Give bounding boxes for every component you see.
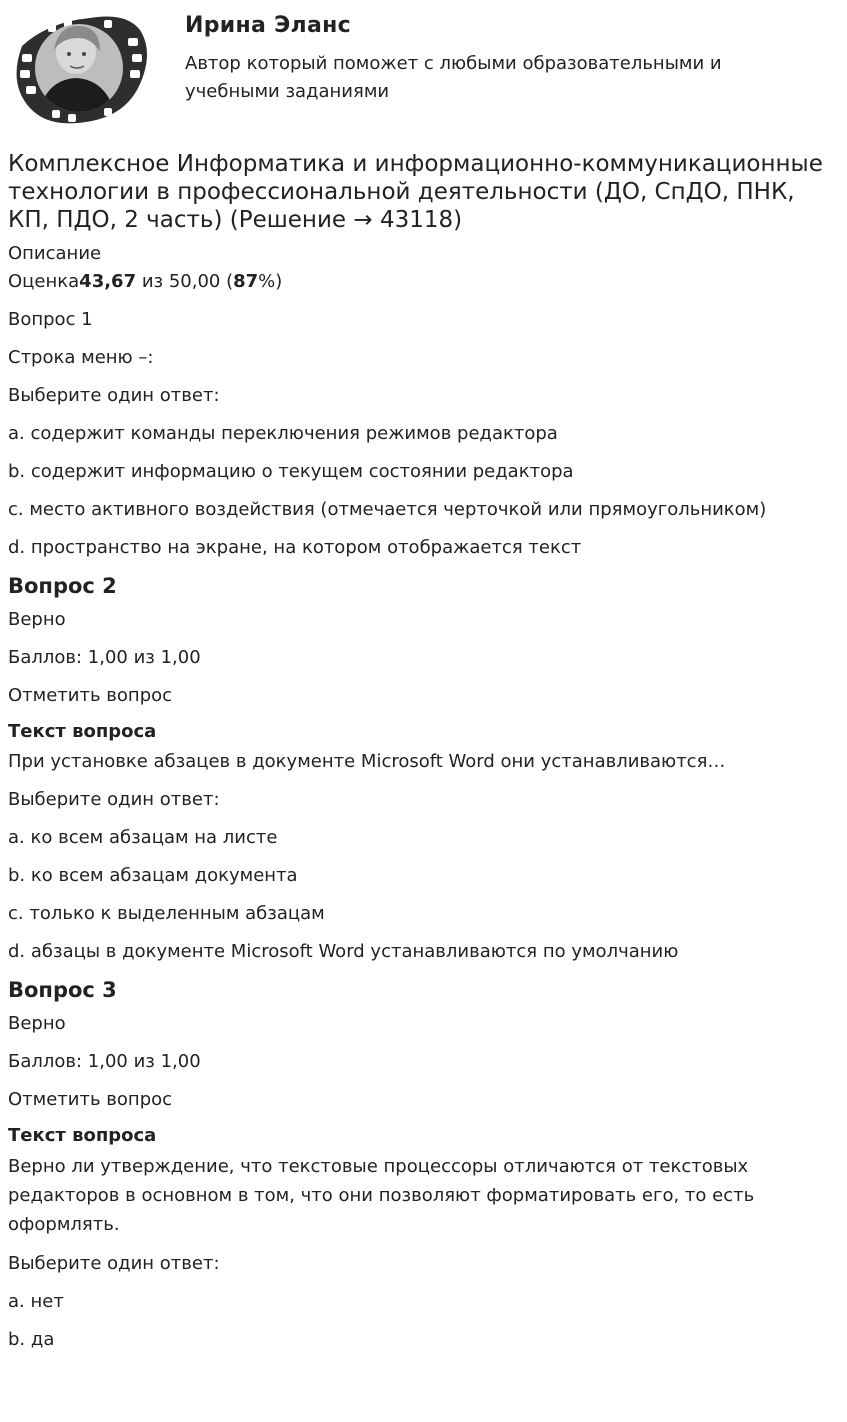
question-score: Баллов: 1,00 из 1,00 (8, 1051, 201, 1072)
author-avatar (8, 8, 150, 128)
answer-option: c. место активного воздействия (отмечается черточкой или прямоугольником) (8, 499, 767, 520)
question-heading: Вопрос 1 (8, 309, 93, 330)
question-status: Верно (8, 1013, 66, 1034)
question-status: Верно (8, 609, 66, 630)
question-text: Верно ли утверждение, что текстовые процессоры отличаются от текстовых редакторов в основном в том, что они позволяют форматировать его, то есть оформлять. (8, 1156, 755, 1235)
grade-label: Оценка (8, 271, 80, 292)
question-3 (8, 976, 838, 1354)
question-text-label: Текст вопроса (8, 721, 157, 742)
author-description: Автор который поможет с любыми образовательными и учебными заданиями (185, 53, 722, 102)
answer-option: a. ко всем абзацам на листе (8, 827, 278, 848)
answer-prompt: Выберите один ответ: (8, 385, 220, 406)
answer-prompt: Выберите один ответ: (8, 789, 220, 810)
question-heading: Вопрос 3 (8, 978, 117, 1002)
answer-option: d. абзацы в документе Microsoft Word устанавливаются по умолчанию (8, 941, 679, 962)
question-text: При установке абзацев в документе Microsoft Word они устанавливаются… (8, 751, 726, 772)
grade-value: 43,67 (79, 271, 137, 292)
grade-percent: 87 (233, 271, 259, 292)
answer-option: c. только к выделенным абзацам (8, 903, 325, 924)
question-score: Баллов: 1,00 из 1,00 (8, 647, 201, 668)
answer-option: b. да (8, 1329, 55, 1350)
grade-line (8, 268, 838, 296)
author-name[interactable]: Ирина Эланс (185, 13, 351, 38)
answer-option: b. содержит информацию о текущем состоянии редактора (8, 461, 574, 482)
answer-option: a. содержит команды переключения режимов редактора (8, 423, 558, 444)
answer-option: d. пространство на экране, на котором отображается текст (8, 537, 582, 558)
answer-option: a. нет (8, 1291, 64, 1312)
question-text-label: Текст вопроса (8, 1125, 157, 1146)
question-2 (8, 572, 838, 966)
grade-percent-suffix: %) (258, 271, 283, 292)
document-content (8, 150, 838, 1364)
question-text: Строка меню –: (8, 347, 154, 368)
author-header (0, 0, 847, 135)
page-title: Комплексное Информатика и информационно-коммуникационные технологии в профессиональной деятельности (ДО, СпДО, ПНК, КП, ПДО, 2 часть) (Решение → 43118) (8, 151, 823, 233)
question-1 (8, 306, 838, 562)
answer-prompt: Выберите один ответ: (8, 1253, 220, 1274)
flag-question-link[interactable]: Отметить вопрос (8, 685, 173, 706)
flag-question-link[interactable]: Отметить вопрос (8, 1089, 173, 1110)
answer-option: b. ко всем абзацам документа (8, 865, 298, 886)
description-label: Описание (8, 243, 102, 264)
grade-of-text: из 50,00 ( (136, 271, 234, 292)
question-heading: Вопрос 2 (8, 574, 117, 598)
